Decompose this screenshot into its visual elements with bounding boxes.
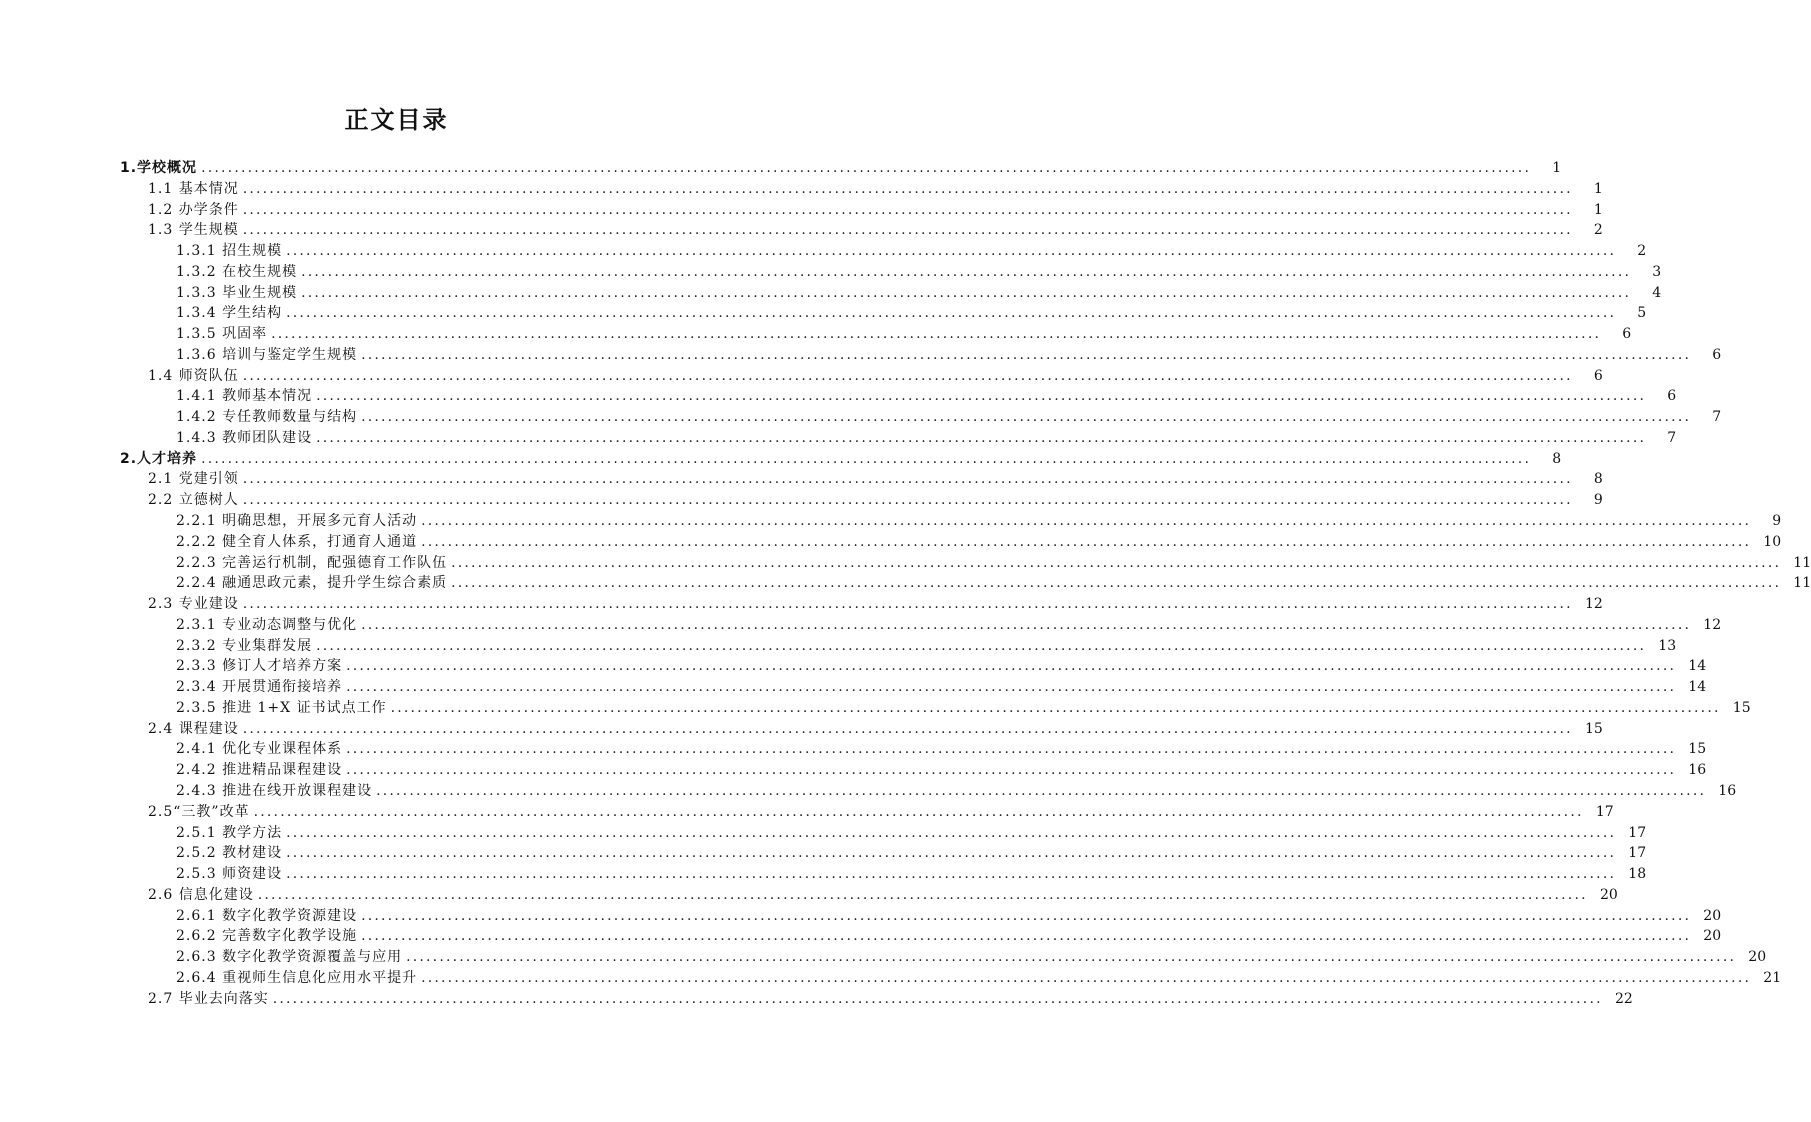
toc-entry[interactable] [0, 428, 1677, 449]
toc-entry[interactable] [0, 386, 1677, 407]
toc-dot-leader: ........................................................................................................................................................................................................ [390, 699, 1721, 716]
toc-dot-leader: ........................................................................................................................................................................................................ [286, 845, 1617, 862]
toc-entry[interactable] [0, 179, 1603, 200]
toc-entry[interactable] [0, 449, 1562, 470]
toc-entry-page-number: 8 [1593, 471, 1603, 488]
toc-entry-label: 1.1 基本情况 [148, 180, 239, 197]
toc-entry-page-number: 10 [1763, 533, 1782, 550]
toc-entry-page-number: 20 [1748, 949, 1767, 966]
toc-dot-leader: ........................................................................................................................................................................................................ [257, 886, 1588, 903]
toc-entry-page-number: 1 [1552, 160, 1562, 176]
toc-entry-page-number: 18 [1628, 866, 1647, 883]
toc-entry[interactable] [0, 906, 1722, 927]
toc-entry-label: 2.6.3 数字化教学资源覆盖与应用 [176, 949, 403, 966]
toc-entry-label: 2.3.1 专业动态调整与优化 [176, 616, 358, 633]
toc-dot-leader: ........................................................................................................................................................................................................ [242, 596, 1573, 613]
toc-dot-leader: ........................................................................................................................................................................................................ [242, 367, 1573, 384]
toc-entry-page-number: 15 [1688, 741, 1707, 758]
toc-entry-page-number: 12 [1703, 616, 1722, 633]
toc-entry-label: 1.3.1 招生规模 [176, 243, 283, 260]
toc-entry[interactable] [0, 283, 1662, 304]
toc-entry-label: 2.4.1 优化专业课程体系 [176, 741, 343, 758]
toc-entry-page-number: 5 [1637, 305, 1647, 322]
toc-entry-page-number: 17 [1595, 803, 1614, 820]
toc-entry-page-number: 20 [1599, 886, 1618, 903]
toc-entry-label: 2.3.5 推进 1+X 证书试点工作 [176, 699, 387, 716]
toc-entry[interactable] [0, 511, 1782, 532]
toc-dot-leader: ........................................................................................................................................................................................................ [421, 513, 1752, 530]
toc-dot-leader: ........................................................................................................................................................................................................ [346, 658, 1677, 675]
toc-entry-label: 2.6.4 重视师生信息化应用水平提升 [176, 969, 418, 986]
toc-entry-page-number: 2 [1593, 222, 1603, 239]
toc-entry-label: 1.3.5 巩固率 [176, 326, 268, 343]
toc-entry[interactable] [0, 760, 1707, 781]
toc-dot-leader: ........................................................................................................................................................................................................ [361, 907, 1692, 924]
toc-entry-page-number: 14 [1688, 679, 1707, 696]
toc-dot-leader: ........................................................................................................................................................................................................ [316, 429, 1647, 446]
toc-entry-page-number: 21 [1763, 969, 1782, 986]
toc-dot-leader: ........................................................................................................................................................................................................ [242, 180, 1573, 197]
toc-dot-leader: ........................................................................................................................................................................................................ [361, 346, 1692, 363]
toc-entry-page-number: 7 [1667, 429, 1677, 446]
toc-entry-label: 1.3.4 学生结构 [176, 305, 283, 322]
toc-entry-page-number: 15 [1732, 699, 1751, 716]
toc-entry[interactable] [0, 303, 1647, 324]
toc-entry-page-number: 20 [1703, 928, 1722, 945]
toc-entry[interactable] [0, 947, 1767, 968]
toc-entry[interactable] [0, 636, 1677, 657]
toc-entry-label: 2.3.2 专业集群发展 [176, 637, 313, 654]
toc-entry[interactable] [0, 553, 1811, 574]
toc-dot-leader: ........................................................................................................................................................................................................ [242, 492, 1573, 509]
toc-entry-label: 1.3 学生规模 [148, 222, 239, 239]
toc-entry[interactable] [0, 989, 1633, 1010]
toc-dot-leader: ........................................................................................................................................................................................................ [253, 803, 1584, 820]
toc-entry-label: 2.1 党建引领 [148, 471, 239, 488]
toc-dot-leader: ........................................................................................................................................................................................................ [361, 616, 1692, 633]
toc-dot-leader: ........................................................................................................................................................................................................ [451, 554, 1782, 571]
toc-entry-label: 2.2 立德树人 [148, 492, 239, 509]
toc-entry[interactable] [0, 532, 1782, 553]
toc-entry[interactable] [0, 823, 1647, 844]
toc-dot-leader: ........................................................................................................................................................................................................ [316, 637, 1647, 654]
toc-entry[interactable] [0, 220, 1603, 241]
toc-dot-leader: ........................................................................................................................................................................................................ [346, 762, 1677, 779]
toc-entry-label: 1.学校概况 [120, 160, 198, 176]
toc-entry-label: 2.6 信息化建设 [148, 886, 254, 903]
toc-entry-label: 2.2.4 融通思政元素，提升学生综合素质 [176, 575, 448, 592]
page-title: 正文目录 [344, 106, 449, 134]
toc-entry[interactable] [0, 200, 1603, 221]
toc-dot-leader: ........................................................................................................................................................................................................ [301, 263, 1632, 280]
toc-dot-leader: ........................................................................................................................................................................................................ [242, 720, 1573, 737]
toc-dot-leader: ........................................................................................................................................................................................................ [286, 824, 1617, 841]
toc-entry-label: 2.人才培养 [120, 450, 198, 467]
toc-dot-leader: ........................................................................................................................................................................................................ [286, 866, 1617, 883]
toc-entry[interactable] [0, 719, 1603, 740]
toc-dot-leader: ........................................................................................................................................................................................................ [286, 305, 1617, 322]
toc-entry-label: 1.4.3 教师团队建设 [176, 429, 313, 446]
toc-entry-label: 1.2 办学条件 [148, 201, 239, 218]
toc-entry[interactable] [0, 926, 1722, 947]
toc-entry-page-number: 3 [1652, 263, 1662, 280]
toc-dot-leader: ........................................................................................................................................................................................................ [201, 450, 1532, 467]
toc-entry-label: 2.2.1 明确思想，开展多元育人活动 [176, 513, 418, 530]
toc-entry[interactable] [0, 469, 1603, 490]
toc-entry-page-number: 13 [1658, 637, 1677, 654]
toc-entry-label: 2.4 课程建设 [148, 720, 239, 737]
toc-entry-page-number: 6 [1622, 326, 1632, 343]
toc-dot-leader: ........................................................................................................................................................................................................ [242, 222, 1573, 239]
toc-entry[interactable] [0, 366, 1603, 387]
toc-entry-label: 1.4.2 专任教师数量与结构 [176, 409, 358, 426]
toc-entry[interactable] [0, 864, 1647, 885]
toc-entry-label: 1.4 师资队伍 [148, 367, 239, 384]
toc-entry[interactable] [0, 885, 1618, 906]
toc-entry[interactable] [0, 656, 1707, 677]
toc-dot-leader: ........................................................................................................................................................................................................ [421, 533, 1752, 550]
toc-entry-page-number: 1 [1593, 180, 1603, 197]
toc-entry[interactable] [0, 490, 1603, 511]
toc-entry-page-number: 15 [1584, 720, 1603, 737]
toc-entry-label: 1.3.2 在校生规模 [176, 263, 298, 280]
toc-entry-page-number: 22 [1614, 990, 1633, 1007]
toc-entry-page-number: 11 [1793, 554, 1811, 571]
toc-entry[interactable] [0, 345, 1722, 366]
toc-dot-leader: ........................................................................................................................................................................................................ [271, 326, 1602, 343]
toc-entry-label: 1.3.3 毕业生规模 [176, 284, 298, 301]
toc-dot-leader: ........................................................................................................................................................................................................ [361, 928, 1692, 945]
toc-entry[interactable] [0, 677, 1707, 698]
toc-entry-label: 2.5.2 教材建设 [176, 845, 283, 862]
toc-entry[interactable] [0, 573, 1811, 594]
table-of-contents [0, 158, 1811, 1009]
toc-entry-page-number: 8 [1552, 450, 1562, 467]
toc-entry[interactable] [0, 241, 1647, 262]
toc-entry[interactable] [0, 262, 1662, 283]
toc-entry-page-number: 17 [1628, 824, 1647, 841]
toc-entry-page-number: 16 [1688, 762, 1707, 779]
toc-entry-label: 1.4.1 教师基本情况 [176, 388, 313, 405]
toc-entry-page-number: 17 [1628, 845, 1647, 862]
toc-entry-label: 2.5.3 师资建设 [176, 866, 283, 883]
toc-entry-label: 2.6.1 数字化教学资源建设 [176, 907, 358, 924]
toc-entry-label: 2.4.3 推进在线开放课程建设 [176, 782, 373, 799]
toc-entry[interactable] [0, 802, 1614, 823]
toc-entry-label: 2.5“三教”改革 [148, 803, 250, 820]
toc-dot-leader: ........................................................................................................................................................................................................ [346, 741, 1677, 758]
toc-dot-leader: ........................................................................................................................................................................................................ [421, 969, 1752, 986]
toc-dot-leader: ........................................................................................................................................................................................................ [201, 160, 1532, 176]
toc-entry-label: 2.2.2 健全育人体系，打通育人通道 [176, 533, 418, 550]
toc-entry-page-number: 2 [1637, 243, 1647, 260]
toc-dot-leader: ........................................................................................................................................................................................................ [346, 679, 1677, 696]
toc-entry[interactable] [0, 615, 1722, 636]
toc-entry-page-number: 14 [1688, 658, 1707, 675]
toc-dot-leader: ........................................................................................................................................................................................................ [242, 471, 1573, 488]
toc-dot-leader: ........................................................................................................................................................................................................ [316, 388, 1647, 405]
toc-entry-page-number: 4 [1652, 284, 1662, 301]
toc-entry-page-number: 6 [1667, 388, 1677, 405]
toc-dot-leader: ........................................................................................................................................................................................................ [301, 284, 1632, 301]
toc-entry-label: 2.3.3 修订人才培养方案 [176, 658, 343, 675]
toc-entry-page-number: 6 [1712, 346, 1722, 363]
toc-dot-leader: ........................................................................................................................................................................................................ [451, 575, 1782, 592]
toc-entry-page-number: 16 [1718, 782, 1737, 799]
toc-entry[interactable] [0, 739, 1707, 760]
toc-entry[interactable] [0, 843, 1647, 864]
toc-dot-leader: ........................................................................................................................................................................................................ [242, 201, 1573, 218]
toc-entry[interactable] [0, 698, 1751, 719]
toc-entry-label: 1.3.6 培训与鉴定学生规模 [176, 346, 358, 363]
toc-entry-label: 2.6.2 完善数字化教学设施 [176, 928, 358, 945]
toc-dot-leader: ........................................................................................................................................................................................................ [286, 243, 1617, 260]
toc-entry[interactable] [0, 158, 1562, 179]
toc-entry-page-number: 9 [1772, 513, 1782, 530]
toc-entry-page-number: 1 [1593, 201, 1603, 218]
toc-entry-page-number: 11 [1793, 575, 1811, 592]
toc-dot-leader: ........................................................................................................................................................................................................ [361, 409, 1692, 426]
toc-entry-page-number: 7 [1712, 409, 1722, 426]
toc-entry[interactable] [0, 781, 1737, 802]
toc-entry[interactable] [0, 324, 1632, 345]
toc-entry-page-number: 9 [1593, 492, 1603, 509]
toc-entry-label: 2.5.1 教学方法 [176, 824, 283, 841]
toc-entry[interactable] [0, 968, 1782, 989]
toc-entry-page-number: 20 [1703, 907, 1722, 924]
toc-entry-page-number: 12 [1584, 596, 1603, 613]
toc-entry-label: 2.3.4 开展贯通衔接培养 [176, 679, 343, 696]
toc-entry-page-number: 6 [1593, 367, 1603, 384]
toc-entry-label: 2.7 毕业去向落实 [148, 990, 269, 1007]
toc-dot-leader: ........................................................................................................................................................................................................ [376, 782, 1707, 799]
toc-entry[interactable] [0, 594, 1603, 615]
toc-dot-leader: ........................................................................................................................................................................................................ [272, 990, 1603, 1007]
toc-entry-label: 2.4.2 推进精品课程建设 [176, 762, 343, 779]
toc-dot-leader: ........................................................................................................................................................................................................ [406, 949, 1737, 966]
toc-entry[interactable] [0, 407, 1722, 428]
toc-entry-label: 2.2.3 完善运行机制，配强德育工作队伍 [176, 554, 448, 571]
toc-entry-label: 2.3 专业建设 [148, 596, 239, 613]
